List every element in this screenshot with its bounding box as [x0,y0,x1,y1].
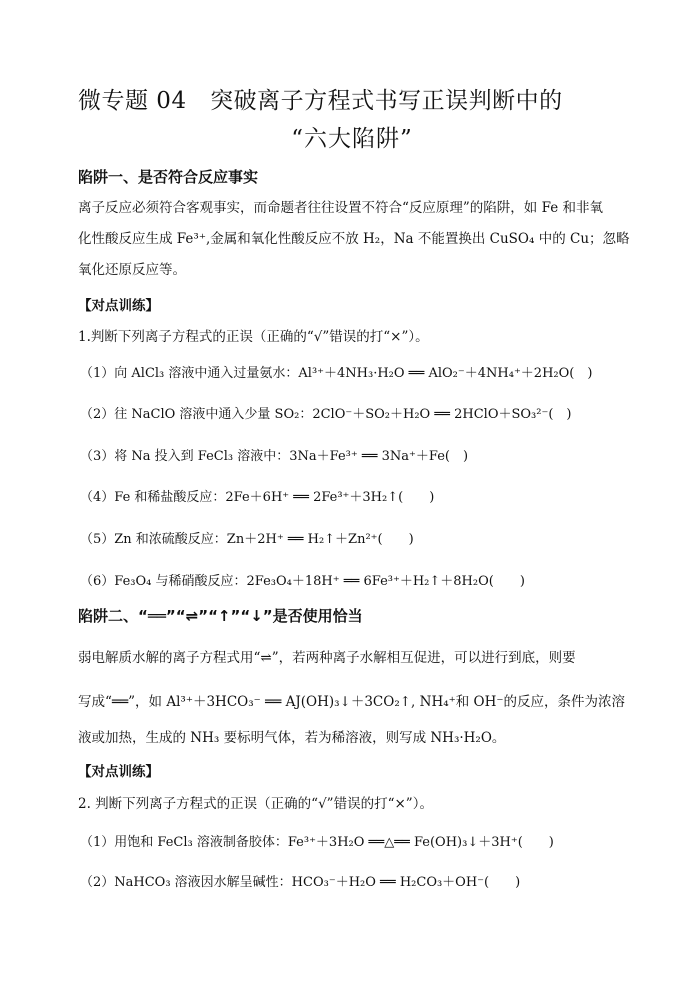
section2-training-tag: 【对点训练】 [78,764,159,780]
section2-heading: 陷阱二、“══”“⇌”“↑”“↓”是否使用恰当 [78,607,363,625]
section1-training-tag: 【对点训练】 [78,298,159,314]
section1-paragraph-line: 氧化还原反应等。 [78,262,186,278]
page-title: 微专题 04 突破离子方程式书写正误判断中的 [78,88,563,114]
section1-question: 1.判断下列离子方程式的正误（正确的“√”错误的打“×”）。 [78,329,429,345]
section2-paragraph-line: 写成“══”，如 Al³⁺＋3HCO₃⁻ ══ AJ(OH)₃↓＋3CO₂↑, NH₄⁺和 OH⁻的反应，条件为浓溶 [78,694,626,710]
section1-item: （5）Zn 和浓硫酸反应：Zn＋2H⁺ ══ H₂↑＋Zn²⁺( ) [80,532,414,547]
section1-item: （3）将 Na 投入到 FeCl₃ 溶液中：3Na＋Fe³⁺ ══ 3Na⁺＋Fe( ) [80,449,469,464]
section1-item: （1）向 AlCl₃ 溶液中通入过量氨水：Al³⁺＋4NH₃·H₂O ══ AlO₂⁻＋4NH₄⁺＋2H₂O( ) [80,366,593,381]
page-title-line2 [0,120,696,153]
section2-question: 2. 判断下列离子方程式的正误（正确的“√”错误的打“×”）。 [78,796,433,812]
section1-paragraph-line: 化性酸反应生成 Fe³⁺,金属和氧化性酸反应不放 H₂，Na 不能置换出 CuSO₄ 中的 Cu；忽略 [78,231,630,247]
section2-paragraph-line: 弱电解质水解的离子方程式用“⇌”，若两种离子水解相互促进，可以进行到底，则要 [78,650,576,666]
section2-item: （1）用饱和 FeCl₃ 溶液制备胶体：Fe³⁺＋3H₂O ══△══ Fe(OH)₃↓＋3H⁺( ) [80,835,554,850]
page-title-quote: “六大陷阱” [291,126,413,152]
section1-item: （2）往 NaClO 溶液中通入少量 SO₂：2ClO⁻＋SO₂＋H₂O ══ 2HClO＋SO₃²⁻( ) [80,407,572,422]
section1-heading: 陷阱一、是否符合反应事实 [78,168,259,186]
section2-item: （2）NaHCO₃ 溶液因水解呈碱性：HCO₃⁻＋H₂O ══ H₂CO₃＋OH⁻( ) [80,875,521,890]
section1-item: （6）Fe₃O₄ 与稀硝酸反应：2Fe₃O₄＋18H⁺ ══ 6Fe³⁺＋H₂↑＋8H₂O( ) [80,574,525,589]
section2-paragraph-line: 液或加热，生成的 NH₃ 要标明气体，若为稀溶液，则写成 NH₃·H₂O。 [78,730,506,746]
section1-paragraph-line: 离子反应必须符合客观事实，而命题者往往设置不符合“反应原理”的陷阱，如 Fe 和非氧 [78,200,604,216]
section1-item: （4）Fe 和稀盐酸反应：2Fe＋6H⁺ ══ 2Fe³⁺＋3H₂↑( ) [80,490,435,505]
